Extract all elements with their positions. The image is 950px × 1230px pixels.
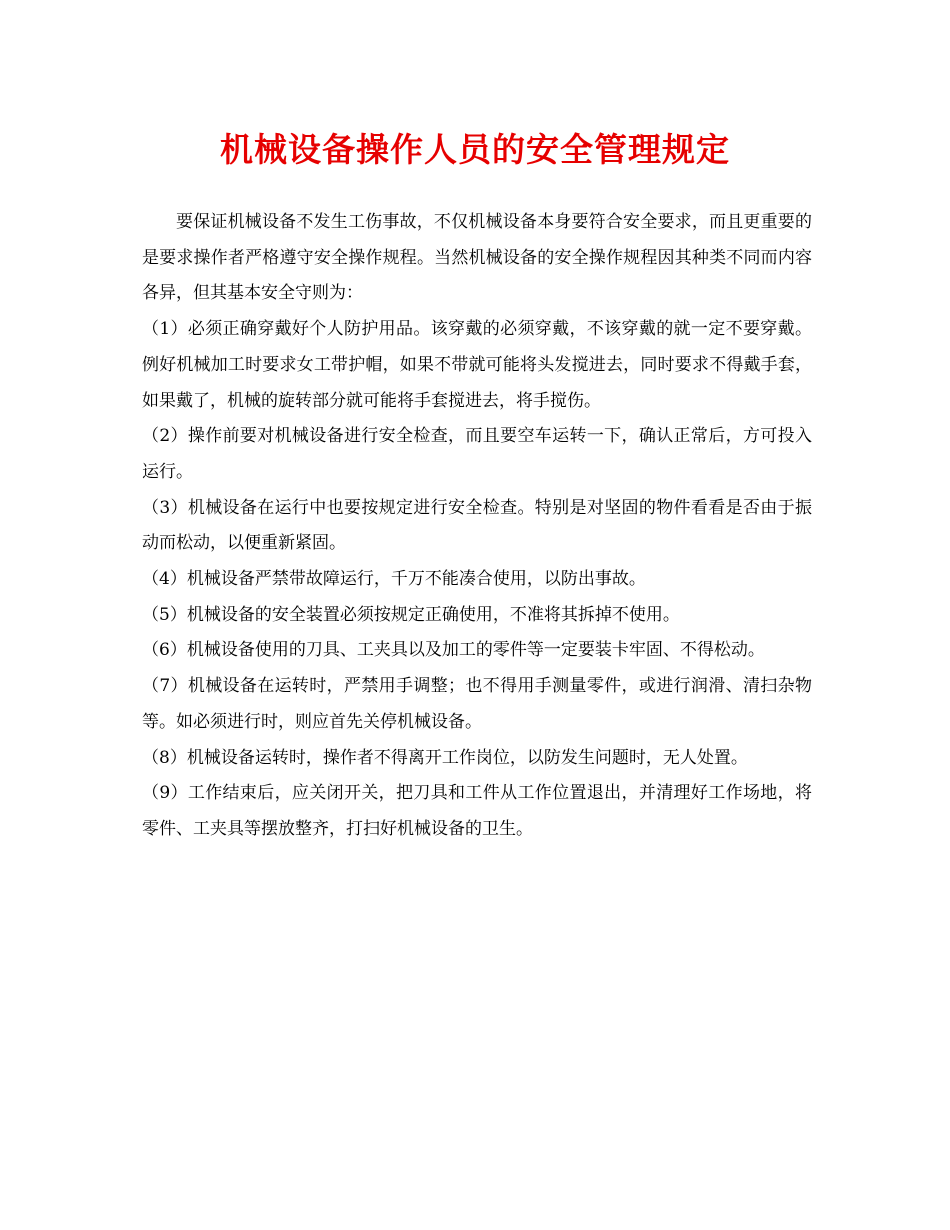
document-body bbox=[142, 205, 812, 848]
rule-item-3: （3）机械设备在运行中也要按规定进行安全检查。特别是对坚固的物件看看是否由于振动而松动，以便重新紧固。 bbox=[142, 497, 812, 554]
rule-item-5: （5）机械设备的安全装置必须按规定正确使用，不准将其拆掉不使用。 bbox=[142, 604, 680, 625]
rule-item-1: （1）必须正确穿戴好个人防护用品。该穿戴的必须穿戴，不该穿戴的就一定不要穿戴。例好机械加工时要求女工带护帽，如果不带就可能将头发搅进去，同时要求不得戴手套，如果戴了，机械的旋转部分就可能将手套搅进去，将手搅伤。 bbox=[142, 319, 812, 411]
rule-item-8: （8）机械设备运转时，操作者不得离开工作岗位，以防发生问题时，无人处置。 bbox=[142, 747, 748, 768]
rule-item-9: （9）工作结束后，应关闭开关，把刀具和工件从工作位置退出，并清理好工作场地，将零件、工夹具等摆放整齐，打扫好机械设备的卫生。 bbox=[142, 783, 812, 839]
rule-item-6: （6）机械设备使用的刀具、工夹具以及加工的零件等一定要装卡牢固、不得松动。 bbox=[142, 640, 765, 661]
rule-item-2: （2）操作前要对机械设备进行安全检查，而且要空车运转一下，确认正常后，方可投入运行。 bbox=[142, 426, 812, 482]
intro-paragraph: 要保证机械设备不发生工伤事故，不仅机械设备本身要符合安全要求，而且更重要的是要求操作者严格遵守安全操作规程。当然机械设备的安全操作规程因其种类不同而内容各异，但其基本安全守则为： bbox=[142, 212, 812, 304]
document-title: 机械设备操作人员的安全管理规定 bbox=[220, 130, 730, 169]
rule-item-7: （7）机械设备在运转时，严禁用手调整；也不得用手测量零件，或进行润滑、清扫杂物等。如必须进行时，则应首先关停机械设备。 bbox=[142, 676, 812, 732]
rule-item-4: （4）机械设备严禁带故障运行，千万不能凑合使用，以防出事故。 bbox=[142, 569, 646, 590]
